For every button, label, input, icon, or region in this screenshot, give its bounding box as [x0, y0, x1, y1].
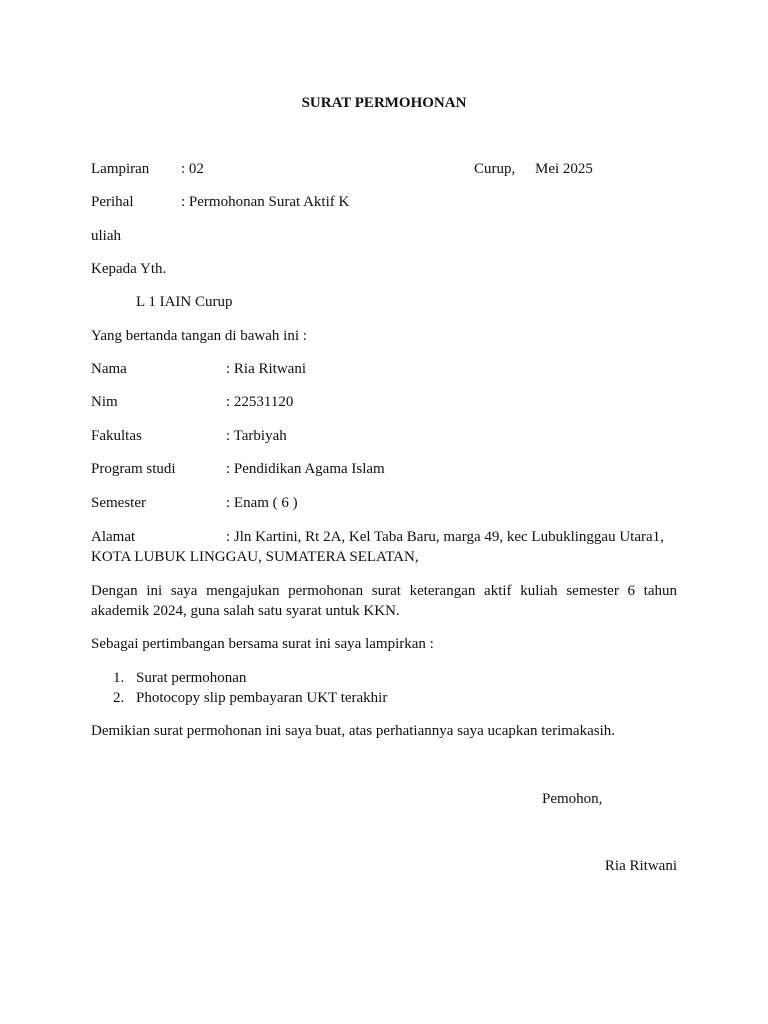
recipient-greeting: Kepada Yth.	[91, 261, 167, 277]
perihal-value: : Permohonan Surat Aktif K	[181, 194, 350, 210]
field-label-fakultas: Fakultas	[91, 428, 142, 444]
signature-name: Ria Ritwani	[604, 858, 677, 874]
field-label-semester: Semester	[91, 495, 146, 511]
field-label-nim: Nim	[91, 394, 118, 410]
lampiran-label: Lampiran	[91, 161, 150, 177]
lampiran-value: : 02	[181, 161, 204, 177]
body-paragraph: Dengan ini saya mengajukan permohonan surat keterangan aktif kuliah semester 6 tahun akademik 2024, guna salah satu syarat untuk KKN.	[91, 583, 677, 619]
letter-title: SURAT PERMOHONAN	[301, 95, 467, 111]
list-item-text: Surat permohonan	[136, 670, 247, 686]
recipient-name: L 1 IAIN Curup	[136, 294, 233, 310]
field-value-alamat: : Jln Kartini, Rt 2A, Kel Taba Baru, marga 49, kec Lubuklinggau Utara1,	[226, 529, 664, 545]
field-value-program-studi: : Pendidikan Agama Islam	[226, 461, 385, 477]
letter-place: Curup,	[474, 161, 516, 177]
perihal-wrap: uliah	[91, 228, 121, 244]
list-item-text: Photocopy slip pembayaran UKT terakhir	[136, 690, 388, 706]
field-label-nama: Nama	[91, 361, 127, 377]
intro-text: Yang bertanda tangan di bawah ini :	[91, 328, 307, 344]
field-value-fakultas: : Tarbiyah	[226, 428, 287, 444]
field-value-nama: : Ria Ritwani	[226, 361, 306, 377]
address-continuation: KOTA LUBUK LINGGAU, SUMATERA SELATAN,	[91, 549, 419, 565]
perihal-label: Perihal	[91, 194, 134, 210]
letter-date: Mei 2025	[535, 161, 593, 177]
attachments-intro: Sebagai pertimbangan bersama surat ini saya lampirkan :	[91, 636, 434, 652]
field-label-alamat: Alamat	[91, 529, 136, 545]
field-label-program-studi: Program studi	[91, 461, 176, 477]
list-item-number: 2.	[113, 690, 125, 706]
closing-text: Demikian surat permohonan ini saya buat, atas perhatiannya saya ucapkan terimakasih.	[91, 723, 615, 739]
list-item-number: 1.	[113, 670, 125, 686]
field-value-semester: : Enam ( 6 )	[226, 495, 298, 511]
signature-label: Pemohon,	[542, 791, 603, 807]
field-value-nim: : 22531120	[226, 394, 294, 410]
